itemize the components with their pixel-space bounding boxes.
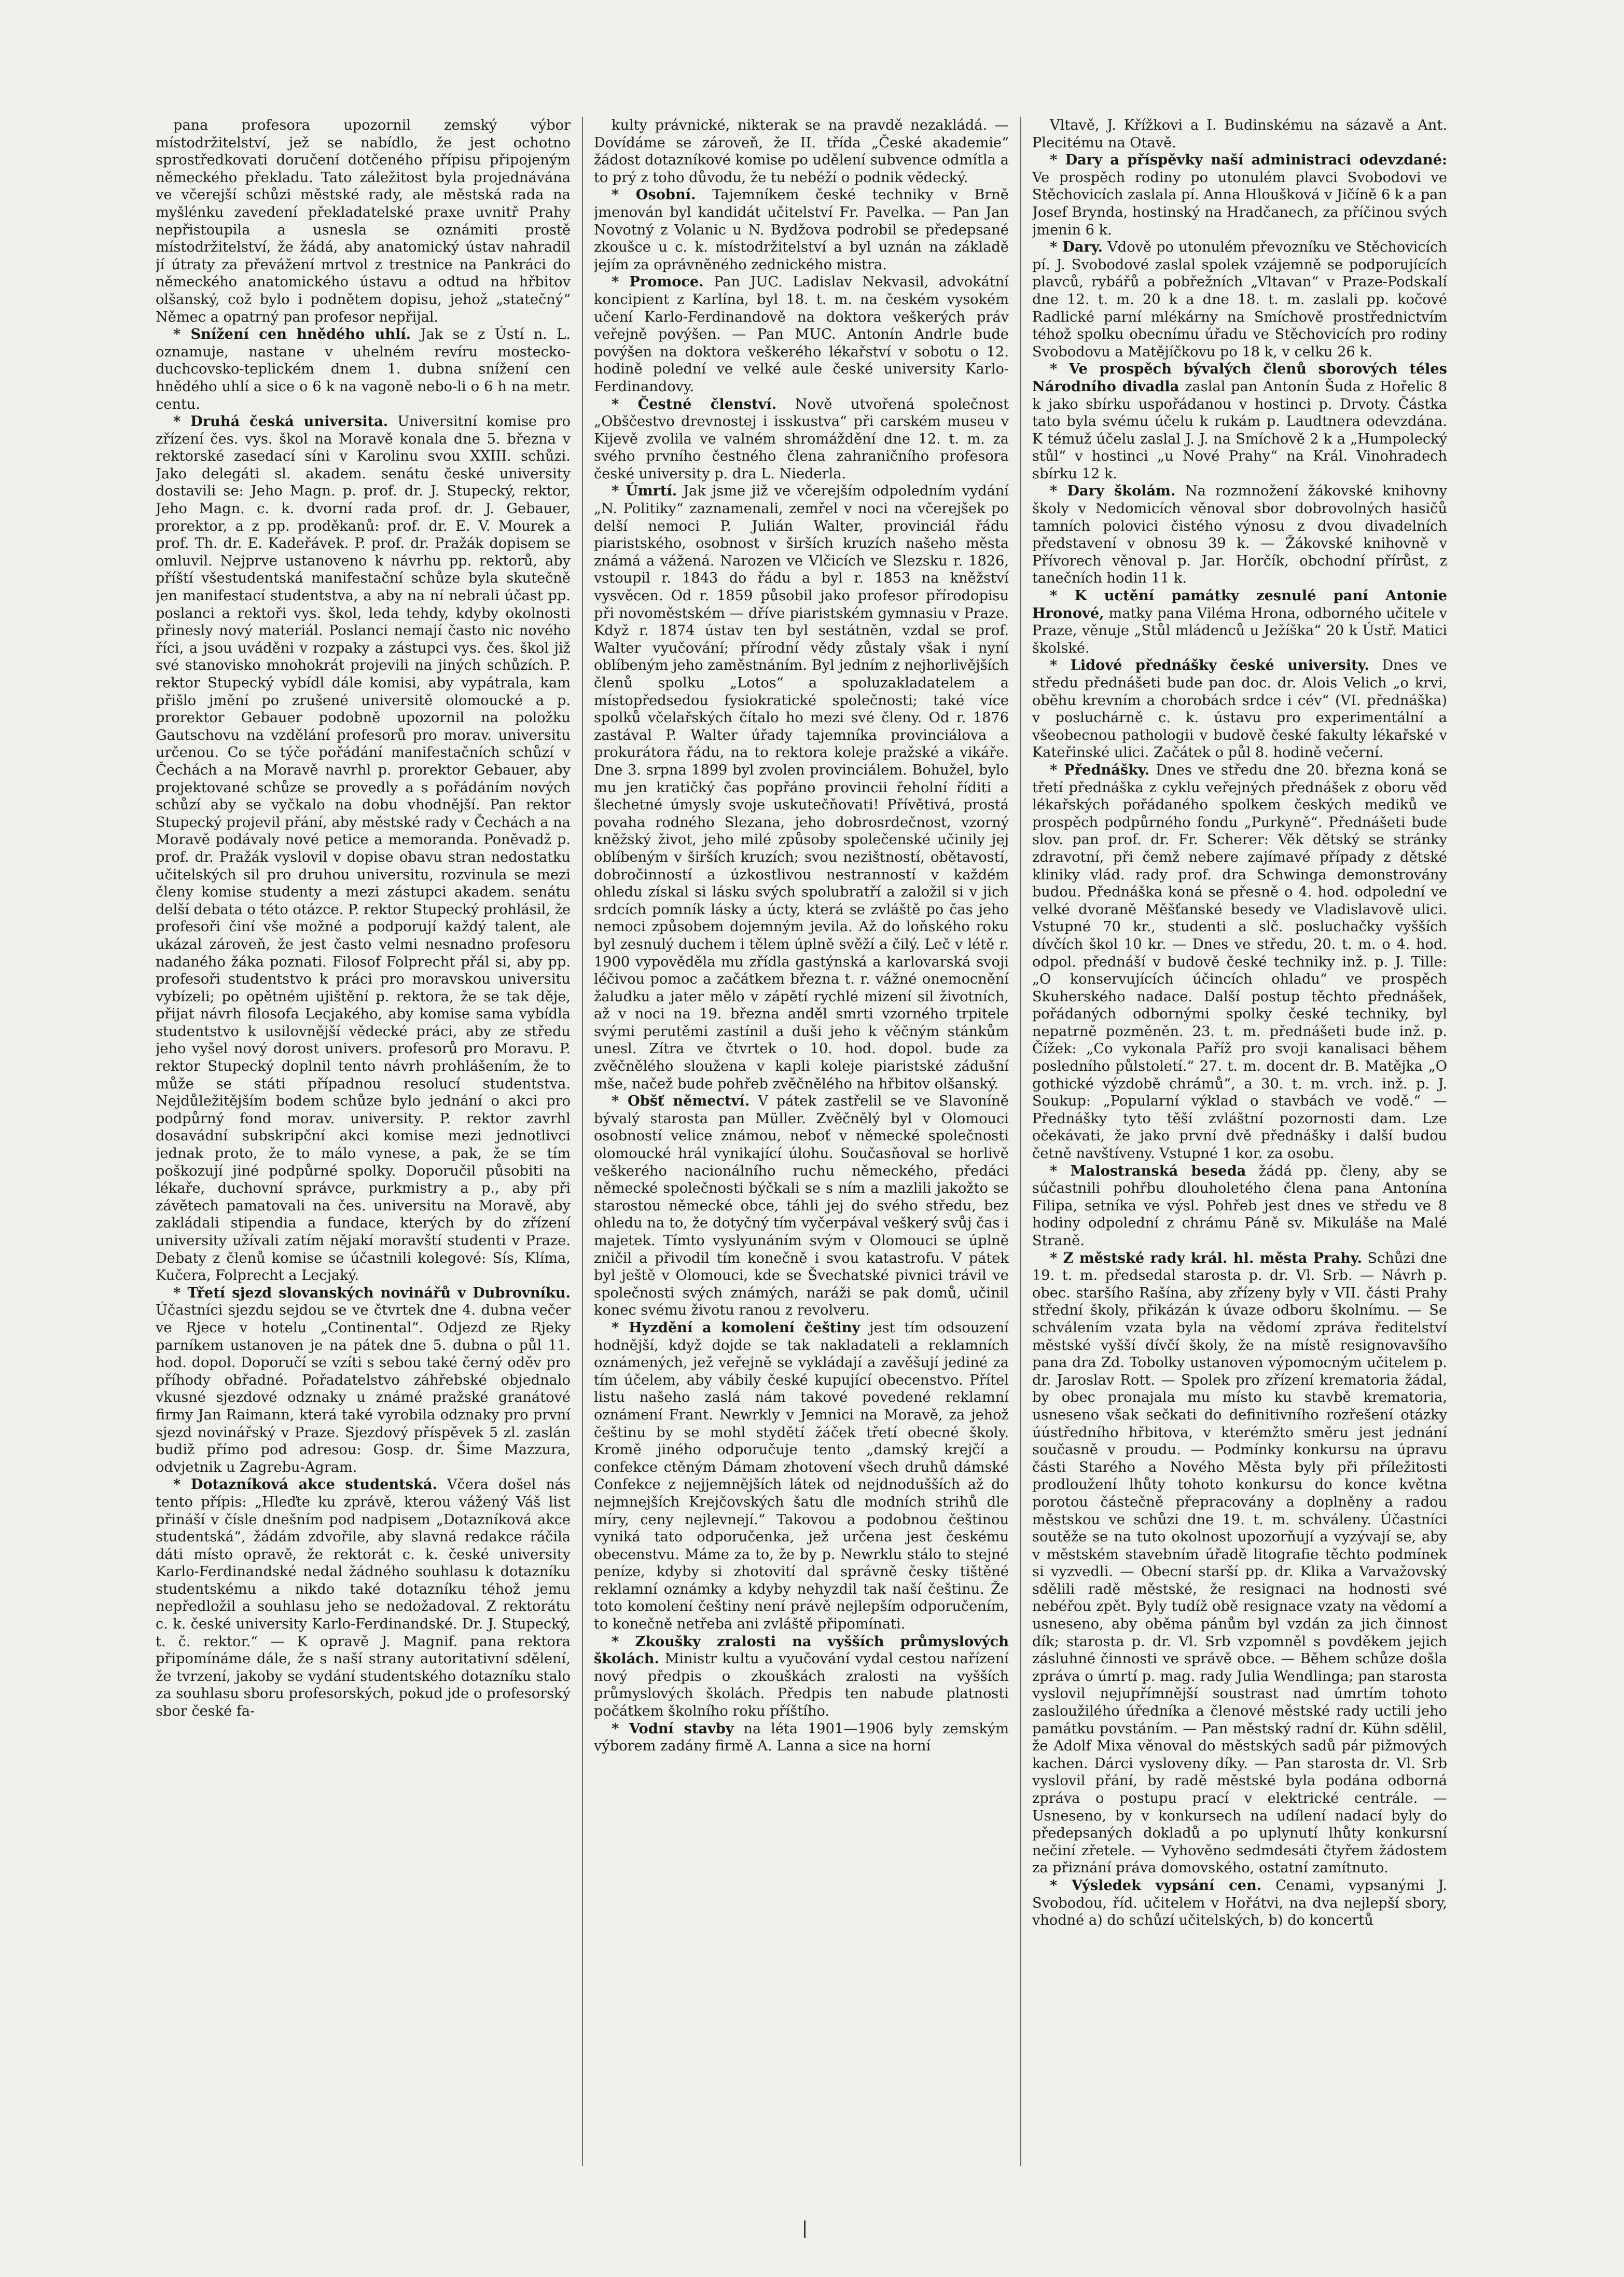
newspaper-page — [156, 117, 1458, 2166]
headline: * Dary školám. — [1050, 482, 1176, 500]
column-2 — [594, 117, 1009, 2166]
paragraph: * Druhá česká universita. Universitní komise pro zřízení čes. vys. škol na Moravě konala dne 5. března v rektorské zasedací síni v Karolinu svou XXIII. schůzi. Jako delegáti sl. akadem. senátu české university dostavili se: Jeho Magn. p. prof. dr. J. Stupecký, rektor, Jeho Magn. c. k. dvorní rada prof. dr. J. Gebauer, prorektor, a z pp. proděkanů: prof. dr. E. V. Mourek a prof. Th. dr. E. Kadeřávek. P. prof. dr. Pražák dopisem se omluvil. Nejprve ustanoveno k návrhu pp. rektorů, aby příští všestudentská manifestační schůze byla skutečně jen manifestací studentstva, a aby na ní nebrali účast pp. poslanci a rektoři vys. škol, leda tehdy, kdyby okolnosti přinesly nový materiál. Poslanci nemají často nic nového říci, a jsou uváděni v rozpaky a zástupci vys. čes. škol již své stanovisko mnohokrát projevili na jiných schůzích. P. rektor Stupecký vybídl dále komisi, aby vypátrala, kam přišlo jmění po zrušené universitě olomoucké a p. prorektor Gebauer podobně upozornil na položku Gautschovu na vzdělání profesorů pro morav. universitu určenou. Co se týče pořádání manifestačních schůzí v Čechách a na Moravě navrhl p. prorektor Gebauer, aby projektované schůze se provedly a s pořádáním nových schůzí aby se vyčkalo na dobu vhodnější. Pan rektor Stupecký projevil přání, aby městské rady v Čechách a na Moravě podávaly nové petice a memoranda. Poněvadž p. prof. dr. Pražák vyslovil v dopise obavu stran nedostatku učitelských sil pro druhou universitu, rozvinula se mezi členy komise studenty a mezi zástupci akadem. senátu delší debata o této otázce. P. rektor Stupecký prohlásil, že profesoři činí vše možné a podporují každý talent, ale ukázal zároveň, že jest často velmi nesnadno profesoru nadaného žáka poznati. Filosof Folprecht přál si, aby pp. profesoři studentstvo k práci pro moravskou universitu vybízeli; po opětném ujištění p. rektora, že se tak děje, přijat návrh filosofa Lecjakého, aby komise sama vybídla studentstvo k usilovnější vědecké práci, aby ze středu jeho vyšel nový dorost univers. profesorů pro Moravu. P. rektor Stupecký doplnil tento návrh prohlášením, že to může se státi případnou resolucí studentstva. Nejdůležitějším bodem schůze bylo jednání o akci pro podpůrný fond morav. university. P. rektor zavrhl dosavádní subskripční akci komise mezi jednotlivci jednak proto, že to málo vynese, a pak, že se tím poškozují jiné podpůrné spolky. Doporučil působiti na lékaře, duchovní správce, purkmistry a p., aby při závětech pamatovali na čes. universitu na Moravě, aby zakládali stipendia a fundace, kterých by do zřízení university užívali zatím nějakí moravští studenti v Praze. Debaty z členů komise se účastnili kolegové: Sís, Klíma, Kučera, Folprecht a Lecjaký. — [156, 413, 571, 1284]
paragraph: pana profesora upozornil zemský výbor místodržitelství, jež se nabídlo, že jest ochotno sprostředkovati doručení dotčeného přípisu připojeným německého překladu. Tato záležitost byla projednávána ve včerejší schůzi městské rady, ale městská rada na myšlénku zavedení překladatelské praxe uvnitř Prahy nepřistoupila a usnesla se oznámiti prostě místodržitelství, že žádá, aby anatomický ústav nahradil jí útraty za převážení mrtvol z trestnice na Pankráci do německého anatomického ústavu a odtud na hřbitov olšanský, což bylo i podnětem dopisu, jehož „statečný“ Němec a opatrný pan profesor nepřijal. — [156, 117, 571, 325]
headline: * Osobní. — [612, 186, 696, 203]
paragraph: Vltavě, J. Křížkovi a I. Budinskému na sázavě a Ant. Plecitému na Otavě. — [1032, 117, 1447, 151]
headline: * Dary. — [1050, 239, 1103, 256]
headline: * Promoce. — [612, 273, 704, 291]
paragraph: * Dotazníková akce studentská. Včera došel nás tento přípis: „Hleďte ku zprávě, kterou vážený Váš list přináší v čísle dnešním pod nadpisem „Dotazníková akce studentská“, žádám zdvořile, aby slavná redakce ráčila dáti místo opravě, že rektorát c. k. české university Karlo-Ferdinandské nedal žádného souhlasu k dotazníku studentskému a nikdo také dotazníku téhož jemu nepředložil a souhlasu jeho se nedožadoval. Z rektorátu c. k. české university Karlo-Ferdinandské. Dr. J. Stupecký, t. č. rektor.“ — K opravě J. Magnif. pana rektora připomínáme dále, že s naší strany autoritativní sdělení, že tvrzení, jakoby se vydání studentského dotazníku stalo za souhlasu sboru profesorských, pokud jde o profesorský sbor české fa- — [156, 1476, 571, 1720]
headline: * Malostranská beseda — [1050, 1162, 1246, 1179]
paragraph: * Snížení cen hnědého uhlí. Jak se z Ústí n. L. oznamuje, nastane v uhelném revíru mostecko-duchcovsko-teplickém dnem 1. dubna snížení cen hnědého uhlí a sice o 6 k na vagoně nebo-li o 6 h na metr. centu. — [156, 326, 571, 412]
headline: * Výsledek vypsání cen. — [1050, 1876, 1262, 1894]
headline: * Vodní stavby — [612, 1720, 734, 1737]
paragraph: * Čestné členství. Nově utvořená společnost „Obščestvo drevnostej i isskustva“ při carském museu v Kijevě zvolila ve valném shromáždění dne 12. t. m. za svého prvního čestného člena zahraničního profesora české university p. dra L. Niederla. — [594, 395, 1009, 482]
page-mark — [804, 2220, 806, 2238]
paragraph: * Dary. Vdově po utonulém převozníku ve Stěchovicích pí. J. Svobodové zaslal spolek vzájemně se podporujících plavců, rybářů a pobřežních „Vltavan“ v Praze-Podskalí dne 12. t. m. 20 k a dne 18. t. m. zaslali pp. kočové Radlické parní mlékárny na Smíchově prostřednictvím téhož spolku obecnímu úřadu ve Stěchovicích pro rodiny Svobodovu a Matějíčkovu po 18 k, v celku 26 k. — [1032, 239, 1447, 360]
headline: * K uctění památky zesnulé paní Antonie Hronové, — [1032, 587, 1447, 622]
paragraph: * Ve prospěch bývalých členů sborových téles Národního divadla zaslal pan Antonín Šuda z Hořelic 8 k jako sbírku uspořádanou v hostinci p. Drvoty. Částka tato byla svému účelu k rukám p. Laudtnera odevzdána. K témuž účelu zaslal J. J. na Smíchově 2 k a „Humpolecký stůl“ v hostinci „u Nové Prahy“ na Král. Vinohradech sbírku 12 k. — [1032, 361, 1447, 482]
column-3 — [1032, 117, 1447, 2166]
headline: * Úmrtí. — [612, 482, 677, 500]
paragraph: * Malostranská beseda žádá pp. členy, aby se súčastnili pohřbu dlouholetého člena pana Antonína Filipa, setníka ve výsl. Pohřeb jest dnes ve středu ve 8 hodiny odpolední z chrámu Páně sv. Mikuláše na Malé Straně. — [1032, 1162, 1447, 1249]
headline: * Čestné členství. — [612, 395, 777, 412]
headline: * Ve prospěch bývalých členů sborových téles Národního divadla — [1032, 361, 1447, 395]
headline: * Lidové přednášky české university. — [1050, 657, 1369, 674]
paragraph: * Hyzdění a komolení češtiny jest tím odsouzení hodnější, když dojde se tak nakladateli a reklamních oznámených, jež veřejně se vykládají a zavěšují jediné za tím účelem, aby vábily české kupující obecenstvo. Přítel listu našeho zaslá nám takové povedené reklamní oznámení Frant. Newrkly v Jemnici na Moravě, za jehož češtinu by se mohl stydětí žáček třetí obecné školy. Kromě jiného odporučuje tento „damský krejčí a confekce ctěným Dámam zhotovení všech druhů dámské Confekce z nejjemnějších látek od nejdnodušších až do nejmnejších Krejčovských šatu dle modních strihů dle míry, ceny nejlevnejí.“ Takovou a podobnou češtinou vyniká tato odporučenka, jež určena jest českému obecenstvu. Máme za to, že by p. Newrklu stálo to stejné peníze, kdyby si zhotovití dal správně česky tištěné reklamní oznámky a kdyby nehyzdil tak naší češtinu. Že toto komolení češtiny není právě nejlepším odporučením, to konečně netřeba ani zvláště připomínati. — [594, 1319, 1009, 1633]
paragraph: kulty právnické, nikterak se na pravdě nezakládá. — Dovídáme se zároveň, že II. třída „České akademie“ žádost dotazníkové komise po udělení subvence odmítla a to prý z toho důvodu, že tu nebéží o podnik vědecký. — [594, 117, 1009, 186]
paragraph: * Výsledek vypsání cen. Cenami, vypsanými J. Svobodou, říd. učitelem v Hořátvi, na dva nejlepší sbory, vhodné a) do schůzí učitelských, b) do koncertů — [1032, 1876, 1447, 1929]
paragraph: * Dary školám. Na rozmnožení žákovské knihovny školy v Nedomicích věnoval sbor dobrovolných hasičů tamních polovici čistého výnosu z dvou divadelních představení v obnosu 39 k. — Žákovské knihovně v Přívorech věnoval p. Jar. Horčík, obchodní přírůst, z tanečních hodin 11 k. — [1032, 482, 1447, 587]
paragraph: * K uctění památky zesnulé paní Antonie Hronové, matky pana Viléma Hrona, odborného učitele v Praze, věnuje „Stůl mládenců u Ježíška“ 20 k Ústř. Matici školské. — [1032, 587, 1447, 656]
paragraph: * Vodní stavby na léta 1901—1906 byly zemským výborem zadány firmě A. Lanna a sice na horní — [594, 1720, 1009, 1755]
column-divider — [582, 117, 583, 2166]
headline: * Dotazníková akce studentská. — [173, 1476, 437, 1493]
headline: * Snížení cen hnědého uhlí. — [173, 326, 411, 343]
headline: * Obšť němectví. — [612, 1093, 750, 1110]
paragraph: * Promoce. Pan JUC. Ladislav Nekvasil, advokátní koncipient z Karlína, byl 18. t. m. na českém vysokém učení Karlo-Ferdinandově na doktora veškerých práv veřejně povýšen. — Pan MUC. Antonín Andrle bude povýšen na doktora veškerého lékařství v sobotu o 12. hodině polední ve velké aule české university Karlo-Ferdinandovy. — [594, 273, 1009, 395]
headline: * Druhá česká universita. — [173, 413, 388, 430]
paragraph: * Dary a příspěvky naší administraci odevzdané: Ve prospěch rodiny po utonulém plavci Svobodovi ve Stěchovicích zaslala pí. Anna Hloušková v Jičíně 6 k a pan Josef Brynda, hostinský na Hradčanech, za příčinou svých jmenin 6 k. — [1032, 151, 1447, 238]
headline: * Zkoušky zralosti na vyšších průmyslových školách. — [594, 1633, 1009, 1667]
headline: * Z městské rady král. hl. města Prahy. — [1050, 1249, 1362, 1266]
headline: * Hyzdění a komolení češtiny — [612, 1319, 860, 1336]
paragraph: * Úmrtí. Jak jsme již ve včerejším odpoledním vydání „N. Politiky“ zaznamenali, zemřel v noci na včerejšek po delší nemoci P. Julián Walter, provinciál řádu piaristského, osobnost v širších kruzích našeho města známá a vážená. Narozen ve Vlčicích ve Slezsku r. 1826, vstoupil r. 1843 do řádu a byl r. 1853 na kněžství vysvěcen. Od r. 1859 působil jako profesor přírodopisu při novoměstském — dříve piaristském gymnasiu v Praze. Když r. 1874 ústav ten byl sestátněn, vzdal se prof. Walter vyučování; přírodní vědy zůstaly však i nyní oblíbeným jeho zaměstnáním. Byl jedním z nejhorlivějších členů spolku „Lotos“ a spoluzakladatelem a místopředsedou fysiokratické společnosti; také více spolků včelařských čítalo ho mezi své členy. Od r. 1876 zastával P. Walter úřady tajemníka provinciálova a prokurátora řádu, na to rektora koleje pražské a vikáře. Dne 3. srpna 1899 byl zvolen provinciálem. Bohužel, bylo mu jen kratičký čas popřáno provincii řeholní říditi a šlechetné úmysly svoje uskutečňovati! Přívětivá, prostá povaha rodného Slezana, jeho dobrosrdečnost, vzorný kněžský život, jeho milé způsoby společenské učinily jej oblíbeným v širších kruzích; svou nezištností, obětavostí, dobročinností a úzkostlivou nestranností v každém ohledu získal si lásku svých spolubratří a založil si v jich srdcích pomník lásky a úcty, která se zvláště po čas jeho nemoci způsobem dojemným jevila. Až do loňského roku byl zesnulý duchem i tělem úplně svěží a čilý. Leč v létě r. 1900 vypověděla mu zřídla gastýnská a karlovarská svoji léčivou pomoc a začátkem března t. r. vážné onemocnění žaludku a jater mělo v zápětí rychlé mizení sil životních, až v noci na 19. března anděl smrti vzorného trpitele svými perutěmi zastínil a duši jeho k věčným stánkům unesl. Zítra ve čtvrtek o 10. hod. dopol. bude za zvěčnělého sloužena v kapli koleje piaristské zádušní mše, načež bude pohřeb zvěčnělého na hřbitov olšanský. — [594, 482, 1009, 1092]
paragraph: * Přednášky. Dnes ve středu dne 20. března koná se třetí přednáška z cyklu veřejných přednášek z oboru věd lékařských pořádaného spolkem českých mediků ve prospěch podpůrného fondu „Purkyně“. Přednášeti bude slov. pan prof. dr. Fr. Scherer: Věk dětský se stránky zdravotní, při čemž nebere zajímavé případy z dětské kliniky vlád. rady prof. dra Schwinga demonstrovány budou. Přednáška koná se přesně o 4. hod. odpolední ve velké dvoraně Měšťanské besedy ve Vladislavově ulici. Vstupné 70 kr., studenti a slč. posluchačky vyšších dívčích škol 10 kr. — Dnes ve středu, 20. t. m. o 4. hod. odpol. přednáší v budově české techniky inž. p. J. Tille: „O konservujících účincích ohladu“ ve prospěch Skuherského nadace. Další postup těchto přednášek, pořádaných odbornými spolky české techniky, byl nepatrně pozměněn. 23. t. m. přednášeti bude inž. p. Čížek: „Co vykonala Paříž pro svoji kanalisaci během posledního půlstoletí.“ 27. t. m. docent dr. B. Matějka „O gothické výzdobě chrámů“, a 30. t. m. vrch. inž. p. J. Soukup: „Popularní výklad o stavbách ve vodě.“ — Přednášky tyto těší zvláštní pozornosti dam. Lze očekávati, že jako první dvě přednášky i další budou četně navštíveny. Vstupné 1 kor. za osobu. — [1032, 761, 1447, 1162]
headline: * Dary a příspěvky naší administraci odevzdané: — [1050, 151, 1447, 169]
column-divider — [1020, 117, 1021, 2166]
paragraph: * Zkoušky zralosti na vyšších průmyslových školách. Ministr kultu a vyučování vydal cestou nařízení nový předpis o zkouškách zralosti na vyšších průmyslových školách. Předpis ten nabude platnosti počátkem školního roku příštího. — [594, 1633, 1009, 1720]
paragraph: * Obšť němectví. V pátek zastřelil se ve Slavoníně bývalý starosta pan Müller. Zvěčnělý byl v Olomouci osobností velice známou, neboť v německé společnosti olomoucké hrál vynikající úlohu. Současňoval se horlivě veškerého nacionálního ruchu německého, předáci německé společnosti býčkali se s ním a mazlili jakožto se starostou německé obce, táhli jej do svého středu, bez ohledu na to, že dotyčný tím vyčerpával veškerý svůj čas i majetek. Tímto vyslyunáním svým v Olomouci se úplně zničil a přivodil tím konečně i svou katastrofu. V pátek byl ještě v Olomouci, kde se Švechatské pivnici trávil ve společnosti svých známých, naráži se pak domů, učinil konec svému životu ranou z revolveru. — [594, 1093, 1009, 1319]
headline: * Přednášky. — [1050, 761, 1150, 778]
column-1 — [156, 117, 571, 2166]
paragraph: * Lidové přednášky české university. Dnes ve středu přednášeti bude pan doc. dr. Alois Velich „o krvi, oběhu krevním a chorobách srdce i cév“ (VI. přednáška) v posluchárně c. k. ústavu pro experimentální a všeobecnou pathologii v budově české fakulty lékařské v Kateřinské ulici. Začátek o půl 8. hodině večerní. — [1032, 657, 1447, 761]
paragraph: * Z městské rady král. hl. města Prahy. Schůzi dne 19. t. m. předsedal starosta p. dr. Vl. Srb. — Návrh p. obec. staršího Rašína, aby zřízeny byly v VII. části Prahy střední školy, přikázán k úvaze odboru školnímu. — Se schválením vzata byla na vědomí zpráva ředitelství městské vyšší dívčí školy, že na místě resignovavšího pana dra Zd. Tobolky ustanoven výpomocným učitelem p. dr. Jaroslav Rott. — Spolek pro zřízení krematoria žádal, by obec pronajala mu místo ku stavbě krematoria, usneseno však sečkati do definitivního rozřešení otázky úústředního hřbitova, v kterémžto směru jest jednání současně v proudu. — Podmínky konkursu na úpravu části Starého a Nového Města byly při příležitosti prodloužení lhůty tohoto konkursu do konce května porotou částečně přepracovány a doplněny a radou městskou ve schůzi dne 19. t. m. schváleny. Účastníci soutěže se na tuto okolnost upozorňují a vyzývají se, aby v městském stavebním úřadě litografie těchto podmínek si vyzvedli. — Obecní starší pp. dr. Klika a Varvažovský sdělili radě městské, že resignaci na hodnosti své nebéřou zpět. Byly tudíž obě resignace vzaty na vědomí a usneseno, aby oběma pánům byl vzdán za jich činnost dík; starosta p. dr. Vl. Srb vzpomněl s povděkem jejich zásluhné činnosti ve správě obce. — Během schůze došla zpráva o úmrtí p. mag. rady Julia Wendlinga; pan starosta vyslovil nejupřímnější soustrast nad úmrtím tohoto zasloužilého úředníka a členové městské rady uctili jeho památku povstáním. — Pan městský radní dr. Kühn sdělil, že Adolf Mixa věnoval do městských sadů pár pižmových kachen. Dárci vysloveny díky. — Pan starosta dr. Vl. Srb vyslovil přání, by radě městské byla podána odborná zpráva o postupu prací v elektrické centrále. — Usneseno, by v konkursech na udílení nadací byly do předepsaných dokladů a po uplynutí lhůty konkursní nečiní zřetele. — Vyhověno sedmdesáti čtyřem žádostem za přiznání práva domovského, ostatní zamítnuto. — [1032, 1249, 1447, 1876]
paragraph: * Osobní. Tajemníkem české techniky v Brně jmenován byl kandidát učitelství Fr. Pavelka. — Pan Jan Novotný z Volanic u N. Bydžova podrobil se předepsané zkoušce u c. k. místodržitelství a byl uznán na základě jejím za oprávněného zednického mistra. — [594, 186, 1009, 273]
paragraph: * Třetí sjezd slovanských novinářů v Dubrovníku. Účastníci sjezdu sejdou se ve čtvrtek dne 4. dubna večer ve Rjece v hotelu „Continental“. Odjezd ze Rjeky parníkem ustanoven je na pátek dne 5. dubna o půl 11. hod. dopol. Doporučí se vzíti s sebou také černý oděv pro příhody obřadné. Pořadatelstvo záhřebské objednalo vkusné sjezdové odznaky u známé pražské granátové firmy Jan Raimann, která také vyrobila odznaky pro první sjezd novinářský v Praze. Sjezdový příspěvek 5 zl. zaslán budiž přímo pod adresou: Gosp. dr. Šime Mazzura, odvjetnik u Zagrebu-Agram. — [156, 1284, 571, 1475]
headline: * Třetí sjezd slovanských novinářů v Dubrovníku. — [173, 1284, 571, 1301]
